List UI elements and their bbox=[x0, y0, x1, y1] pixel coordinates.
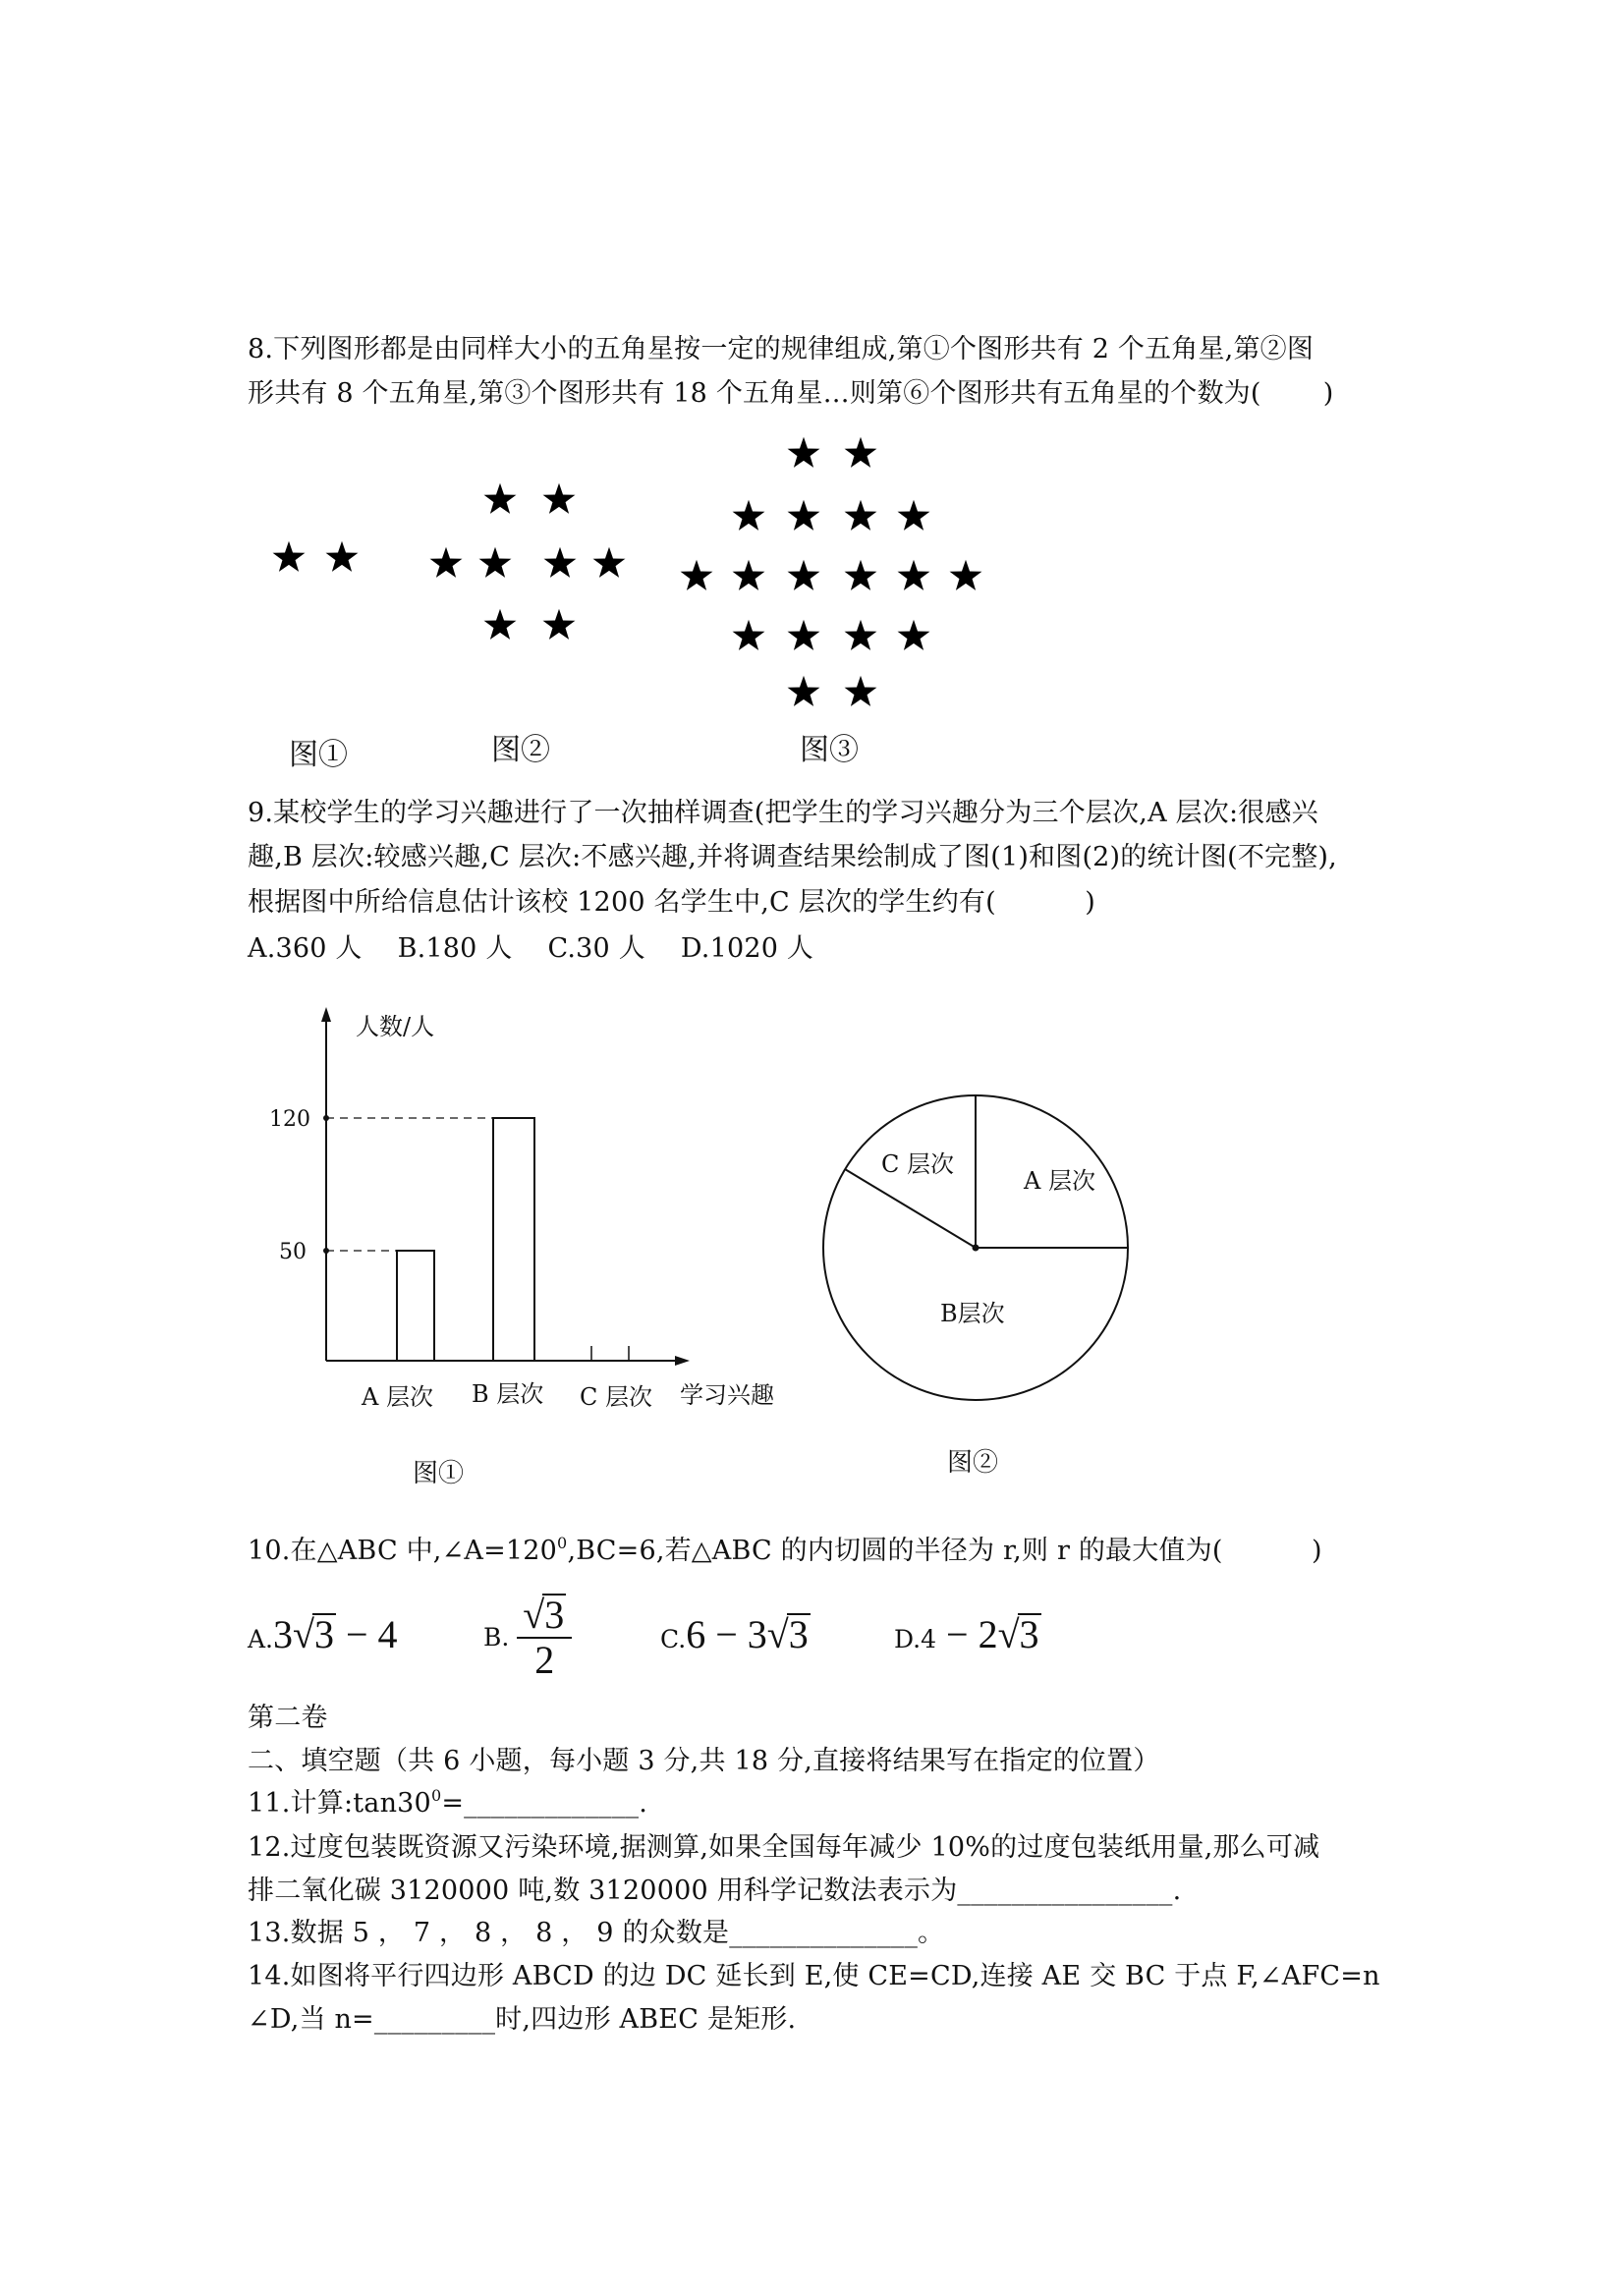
q13: 13.数据 5 ， 7 ， 8 ， 8 ， 9 的众数是______________。 bbox=[248, 1918, 945, 1948]
pie-label-c: C 层次 bbox=[881, 1150, 954, 1178]
q11: 11.计算$:\tan 30^0=\_\_\_\_\_\_\_\_\_\_\_\_\_$. bbox=[248, 1786, 648, 1819]
bar-chart-caption: 图① bbox=[413, 1459, 465, 1488]
star-icon bbox=[845, 560, 877, 590]
q9-line1: 9.某校学生的学习兴趣进行了一次抽样调查(把学生的学习兴趣分为三个层次,A 层次:很感兴 bbox=[248, 798, 1318, 828]
q12-line1: 12.过度包装既资源又污染环境,据测算,如果全国每年减少 10%的过度包装纸用量,那么可减 bbox=[248, 1832, 1320, 1863]
star-icon bbox=[950, 560, 982, 590]
y-axis-arrow-icon bbox=[321, 1007, 331, 1022]
star-icon bbox=[788, 676, 820, 706]
part2-section-heading: 二、填空题（共 6 小题，每小题 3 分,共 18 分,直接将结果写在指定的位置） bbox=[248, 1746, 1160, 1776]
category-a-label: A 层次 bbox=[362, 1383, 433, 1411]
star-icon bbox=[733, 500, 765, 531]
star-icon bbox=[788, 500, 820, 531]
q9-line2: 趣,B 层次:较感兴趣,C 层次:不感兴趣,并将调查结果绘制成了图(1)和图(2)的统计图(不完整), bbox=[248, 842, 1337, 872]
bar-a-level bbox=[397, 1251, 434, 1361]
q10-option-a: A.3√3 − 4 bbox=[248, 1612, 398, 1656]
star-icon bbox=[845, 500, 877, 531]
star-icon bbox=[898, 500, 930, 531]
star-icon bbox=[543, 483, 576, 514]
q8-line1: 8.下列图形都是由同样大小的五角星按一定的规律组成,第①个图形共有 2 个五角星,第②图 bbox=[248, 334, 1315, 364]
bar-b-level bbox=[493, 1118, 534, 1361]
star-icon bbox=[898, 560, 930, 590]
star-icon bbox=[788, 560, 820, 590]
star-icon bbox=[593, 547, 626, 578]
q10-option-b: B. $\frac{√3}{2}$ bbox=[483, 1594, 572, 1682]
q14-line1: 14.如图将平行四边形 ABCD 的边 DC 延长到 E,使 CE=CD,连接 AE 交 BC 于点 F,∠AFC=n bbox=[248, 1961, 1380, 1991]
star-icon bbox=[845, 676, 877, 706]
star-icon bbox=[788, 620, 820, 650]
q10-option-d: D.4 − 2√3 bbox=[894, 1612, 1039, 1656]
category-c-label: C 层次 bbox=[580, 1383, 652, 1411]
star-icon bbox=[898, 620, 930, 650]
q9-options: A.360 人 B.180 人 C.30 人 D.1020 人 bbox=[248, 933, 814, 964]
star-icon bbox=[543, 609, 576, 640]
part2-title: 第二卷 bbox=[248, 1703, 328, 1733]
pie-chart-caption: 图② bbox=[947, 1448, 999, 1478]
star-icon bbox=[544, 547, 577, 578]
star-pattern-figure bbox=[248, 422, 1004, 786]
pie-label-a: A 层次 bbox=[1024, 1167, 1095, 1195]
fig2-caption: 图② bbox=[491, 733, 550, 767]
category-b-label: B 层次 bbox=[472, 1380, 544, 1408]
y-axis-label: 人数/人 bbox=[356, 1013, 435, 1040]
q12-line2: 排二氧化碳 3120000 吨,数 3120000 用科学记数法表示为________________. bbox=[248, 1876, 1182, 1906]
star-icon bbox=[733, 560, 765, 590]
q8-line2: 形共有 8 个五角星,第③个图形共有 18 个五角星…则第⑥个图形共有五角星的个数为( ) bbox=[248, 378, 1334, 409]
tick-label-50: 50 bbox=[279, 1240, 307, 1264]
x-axis-arrow-icon bbox=[675, 1356, 690, 1366]
fig3-caption: 图③ bbox=[800, 733, 859, 767]
star-icon bbox=[733, 620, 765, 650]
star-icon bbox=[479, 547, 512, 578]
star-icon bbox=[326, 541, 359, 572]
star-icon bbox=[681, 560, 713, 590]
q14-line2: ∠D,当 n=_________时,四边形 ABEC 是矩形. bbox=[248, 2004, 797, 2035]
q10-option-c: C.6 − 3√3 bbox=[660, 1612, 809, 1656]
x-axis-label: 学习兴趣 bbox=[680, 1381, 774, 1409]
fig1-caption: 图① bbox=[289, 738, 348, 772]
star-icon bbox=[845, 620, 877, 650]
star-icon bbox=[484, 609, 517, 640]
star-icon bbox=[484, 483, 517, 514]
tick-label-120: 120 bbox=[269, 1107, 310, 1132]
star-icon bbox=[430, 547, 463, 578]
star-icon bbox=[788, 437, 820, 468]
pie-center-dot bbox=[973, 1245, 979, 1252]
star-icon bbox=[273, 541, 306, 572]
pie-divider-left bbox=[845, 1169, 976, 1248]
q9-line3: 根据图中所给信息估计该校 1200 名学生中,C 层次的学生约有( ) bbox=[248, 887, 1095, 918]
star-icon bbox=[845, 437, 877, 468]
q10-stem: 10.在△ABC 中$,\angle A=120^0,BC=6$,若△ABC 的内切圆的半径为 r,则 r 的最大值为( ) bbox=[248, 1534, 1322, 1566]
pie-label-b: B层次 bbox=[940, 1300, 1005, 1327]
bar-chart-figure bbox=[248, 992, 1151, 1508]
